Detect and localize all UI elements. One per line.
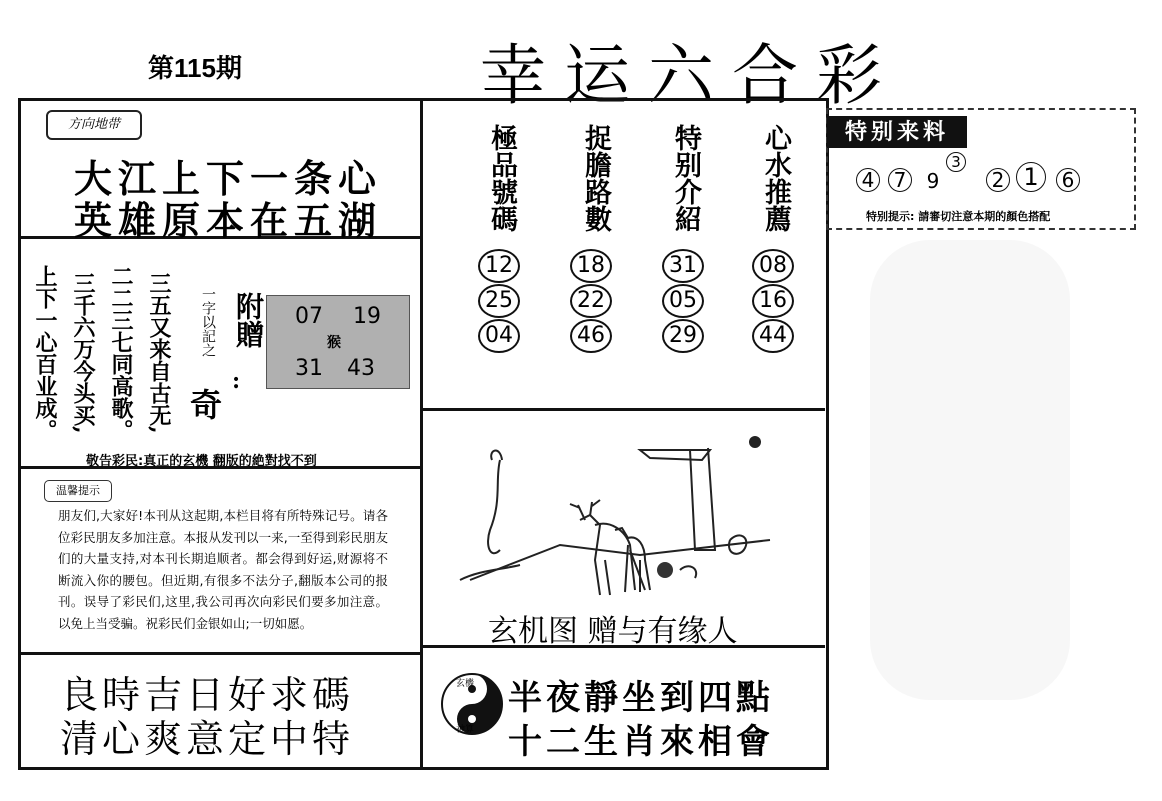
number-circle: 16	[752, 284, 794, 318]
column-heading: 捉膽路數	[580, 124, 611, 232]
bottom-center-line-2: 十二生肖來相會	[508, 722, 774, 762]
special-number: 2	[986, 168, 1010, 192]
moon	[749, 436, 761, 448]
page-title: 幸运六合彩	[480, 37, 900, 114]
divider	[421, 408, 825, 411]
column-heading: 極品號碼	[486, 124, 517, 232]
number-circle: 44	[752, 319, 794, 353]
number-circle: 04	[478, 319, 520, 353]
number-circle: 31	[662, 249, 704, 283]
gift-number: 07	[295, 304, 323, 329]
poem-column: 二二三七同高歌。	[108, 265, 134, 441]
deer-illustration	[440, 420, 810, 610]
logo-text-bottom: 神算	[456, 725, 475, 735]
gift-number: 43	[347, 356, 375, 381]
picture-caption: 玄机图 赠与有缘人	[488, 614, 738, 649]
number-circle: 46	[570, 319, 612, 353]
section-tag: 方向地带	[46, 110, 142, 140]
column-heading: 心水推薦	[760, 124, 791, 232]
issue-number: 第115期	[148, 53, 242, 83]
motto-line-2: 英雄原本在五湖	[74, 198, 383, 243]
number-circle: 25	[478, 284, 520, 318]
special-number: 3	[946, 152, 966, 172]
special-number: 7	[888, 168, 912, 192]
poem-column: 三千六万今头买,	[70, 272, 96, 434]
riddle-side-text: 一字以記之	[200, 287, 216, 357]
number-circle: 29	[662, 319, 704, 353]
gift-number: 19	[353, 304, 381, 329]
riddle-colon: :	[232, 368, 241, 394]
special-heading: 特别来料	[827, 116, 967, 148]
letter-text: 朋友们,大家好!本刊从这起期,本栏目将有所特殊记号。请各位彩民朋友多加注意。本报从发刊以一来,一至得到彩民朋友们的大量支持,对本刊长期追顺者。都会得到好运,财源将不断流入你的腰包。但近期,有很多不法分子,翻版本公司的报刊。误导了彩民们,这里,我公司再次向彩民们要多加注意。以免上当受骗。祝彩民们金银如山;一切如愿。	[58, 508, 388, 631]
divider	[18, 652, 421, 655]
motto-line-1: 大江上下一条心	[74, 156, 383, 201]
bottom-left-line-2: 清心爽意定中特	[60, 717, 355, 761]
bottom-left-line-1: 良時吉日好求碼	[60, 673, 355, 717]
column-heading: 特别介紹	[670, 124, 701, 232]
number-circle: 22	[570, 284, 612, 318]
notice-text: 敬告彩民:真正的玄機 翻版的絶對找不到	[86, 454, 317, 469]
special-number: 1	[1016, 162, 1046, 192]
riddle-answer: 奇	[190, 386, 223, 424]
number-circle: 12	[478, 249, 520, 283]
logo-text-top: 玄機	[456, 679, 475, 689]
special-hint: 特别提示: 請審切注意本期的顏色搭配	[866, 210, 1051, 223]
gate-top	[640, 450, 710, 460]
gift-box	[266, 295, 410, 389]
number-circle: 05	[662, 284, 704, 318]
number-circle: 18	[570, 249, 612, 283]
poem-column: 三五又来自古无,	[146, 272, 172, 434]
special-number: 9	[926, 169, 940, 193]
special-number: 4	[856, 168, 880, 192]
gift-label: 附贈	[232, 292, 265, 348]
special-number: 6	[1056, 168, 1080, 192]
bottom-center-line-1: 半夜靜坐到四點	[508, 678, 774, 718]
gift-number: 31	[295, 356, 323, 381]
blank-panel	[870, 240, 1070, 700]
stone-pillar	[690, 448, 715, 550]
column-divider	[420, 98, 423, 767]
poem-column: 上下一心百业成。	[32, 265, 58, 441]
tree-trunk-left	[488, 460, 500, 553]
letter-tag: 温馨提示	[44, 480, 112, 502]
number-circle: 08	[752, 249, 794, 283]
gift-zodiac: 猴	[327, 335, 341, 351]
